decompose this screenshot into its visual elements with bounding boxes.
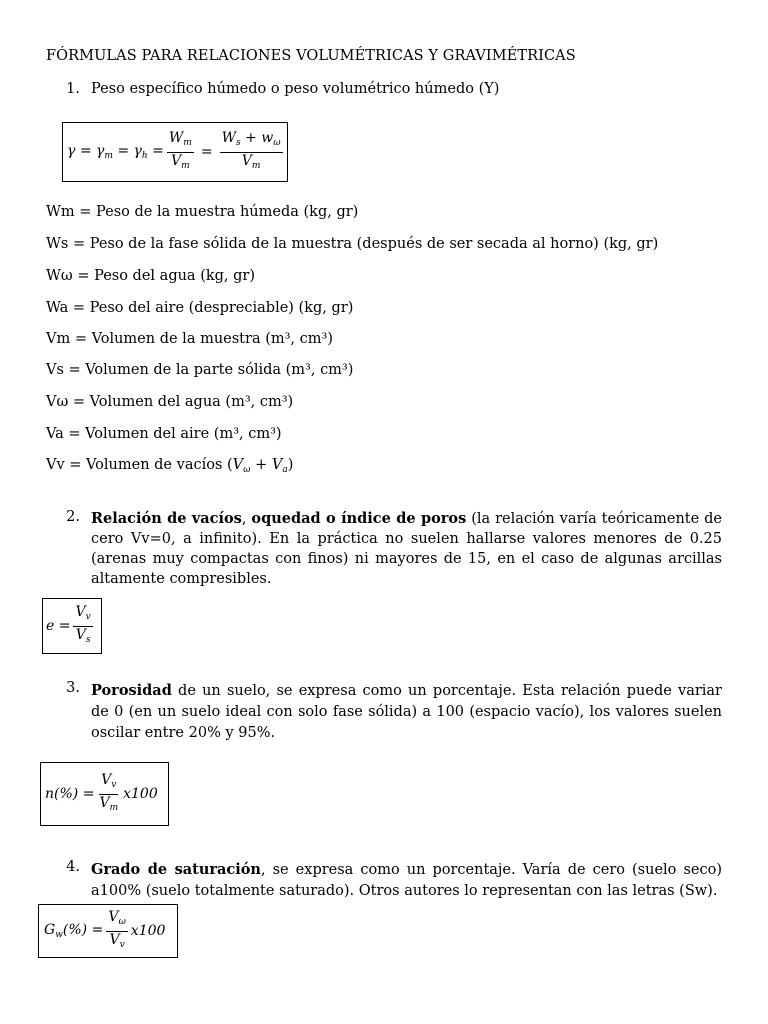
formula-gamma-fraction-2: $\frac{W_s + w_\omega}{V_m}$ — [221, 129, 281, 171]
item-text-4: Grado de saturación, se expresa como un porcentaje. Varía de cero (suelo seco) a100% (suelo totalmente saturado). Otros autores lo representan con las letras (Sw). — [91, 861, 722, 899]
formula-porosity-box — [40, 762, 169, 826]
formula-n-fraction: $\frac{V_v}{V_m}$ — [99, 771, 119, 813]
item-text-2: Relación de vacíos, oquedad o índice de poros (la relación varía teóricamente de cero Vv=0, a infinito). En la práctica no suelen hallarse valores menores de 0.25 (arenas muy compactas con finos) ni mayores de 15, en el caso de algunas arcillas altamente compresibles. — [91, 510, 723, 587]
page-title: FÓRMULAS PARA RELACIONES VOLUMÉTRICAS Y GRAVIMÉTRICAS — [46, 48, 576, 64]
definition-va: Va = Volumen del aire (m³, cm³) — [46, 426, 282, 442]
formula-g-fraction: $\frac{V_\omega}{V_v}$ — [108, 908, 126, 950]
formula-n-lhs: n(%) = — [45, 786, 95, 802]
formula-saturation-box — [38, 904, 178, 958]
definition-wm: Wm = Peso de la muestra húmeda (kg, gr) — [46, 204, 359, 220]
formula-gamma-fraction-1: $\frac{W_m}{V_m}$ — [168, 129, 192, 171]
formula-g-tail: x100 — [130, 923, 166, 939]
formula-e-lhs: e = — [46, 618, 71, 634]
definition-vm: Vm = Volumen de la muestra (m³, cm³) — [46, 331, 333, 347]
definition-w-omega: Wω = Peso del agua (kg, gr) — [46, 268, 256, 284]
item-number-3: 3. — [66, 680, 80, 696]
definition-ws: Ws = Peso de la fase sólida de la muestra (después de ser secada al horno) (kg, gr) — [46, 236, 659, 252]
definition-v-omega: Vω = Volumen del agua (m³, cm³) — [46, 394, 294, 410]
item-number-2: 2. — [66, 509, 80, 525]
formula-void-ratio-box — [42, 598, 102, 654]
item-number-4: 4. — [66, 859, 80, 875]
definition-vv: Vv = Volumen de vacíos $(V_\omega + V_a)$ — [46, 457, 294, 475]
definition-wa: Wa = Peso del aire (despreciable) (kg, gr) — [46, 300, 354, 316]
item-text-1: Peso específico húmedo o peso volumétrico húmedo (Υ) — [91, 81, 500, 97]
formula-n-tail: x100 — [123, 786, 158, 802]
formula-e-fraction: $\frac{V_v}{V_s}$ — [75, 603, 91, 645]
formula-g-lhs: $G_w(\%)$ = — [44, 922, 104, 940]
definition-vs: Vs = Volumen de la parte sólida (m³, cm³) — [46, 362, 354, 378]
item-text-3: Porosidad de un suelo, se expresa como un porcentaje. Esta relación puede variar de 0 (en un suelo ideal con solo fase sólida) a 100 (espacio vacío), los valores suelen oscilar entre 20% y 95%. — [91, 682, 722, 741]
item-number-1: 1. — [66, 81, 80, 97]
formula-specific-weight-box: $\gamma = \gamma_m = \gamma_h$ = $\frac{W_m}{V_m}$ = $\frac{W_s + w_\omega}{V_m}$ — [62, 122, 288, 182]
formula-gamma-lhs: $\gamma = \gamma_m = \gamma_h$ = — [67, 143, 164, 161]
